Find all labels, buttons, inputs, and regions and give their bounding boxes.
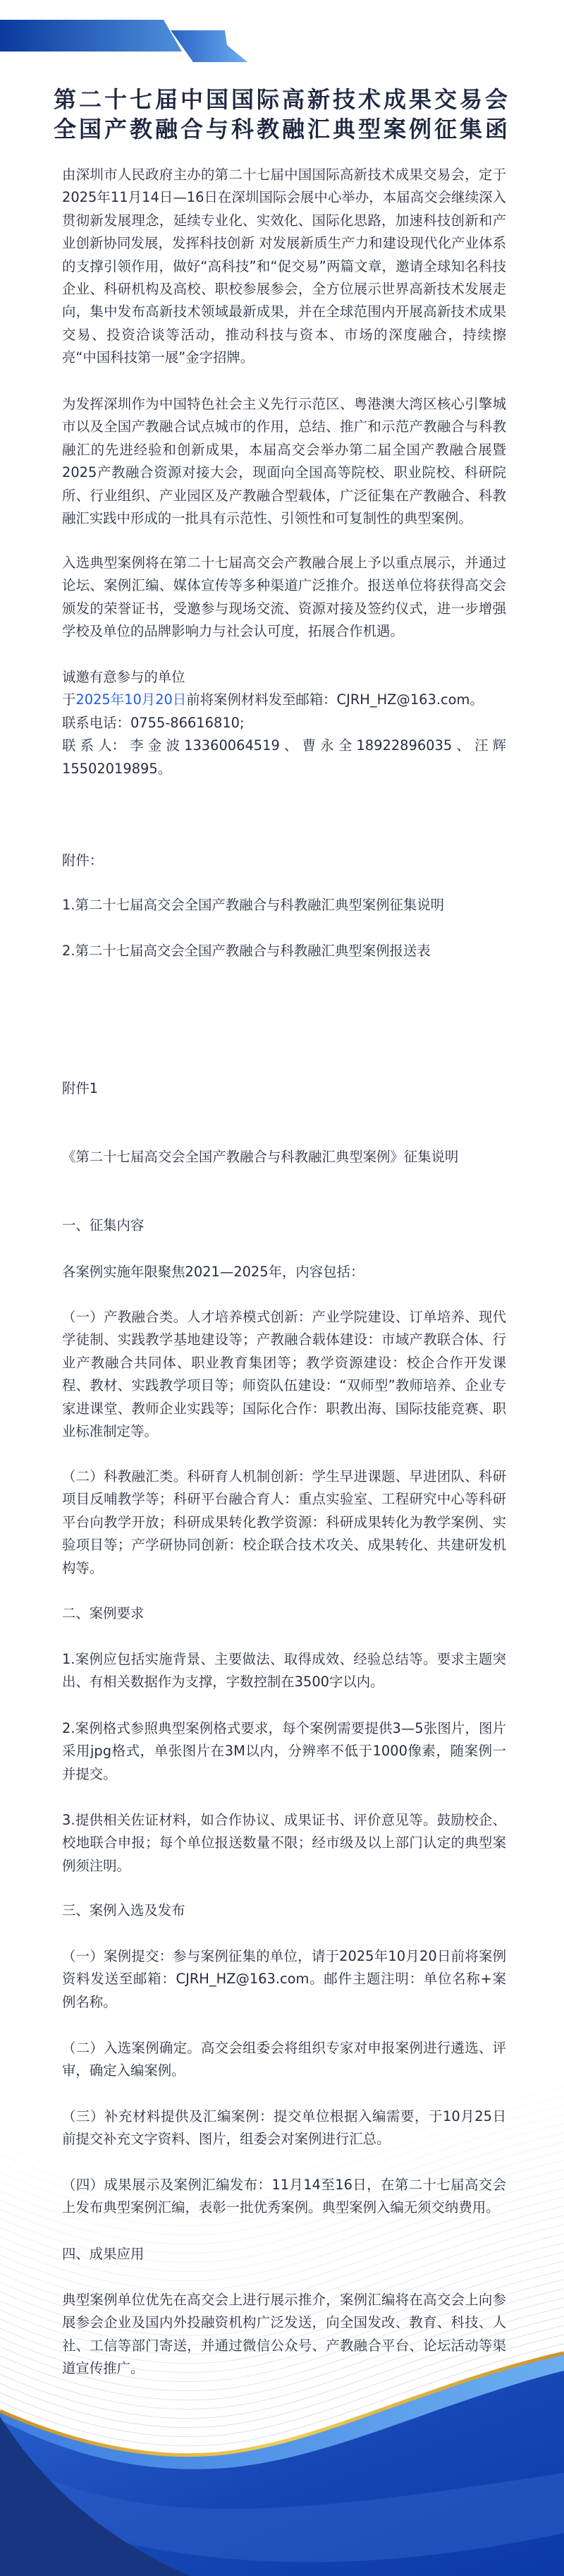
title-line-1: 第二十七届中国国际高新技术成果交易会	[53, 86, 510, 113]
selection-step-4: （四）成果展示及案例汇编发布：11月14至16日，在第二十七届高交会上发布典型案例汇编，表彰一批优秀案例。典型案例入编无须交纳费用。	[62, 2177, 506, 2216]
invitation-block	[62, 666, 506, 780]
application-paragraph: 典型案例单位优先在高交会上进行展示推介，案例汇编将在高交会上向参展参会企业及国内外投融资机构广泛发送，向全国发改、教育、科技、人社、工信等部门寄送，并通过微信公众号、产教融合平台、论坛活动等渠道宣传推广。	[62, 2292, 506, 2377]
attachment-item-2: 2.第二十七届高交会全国产教融合与科教融汇典型案例报送表	[62, 943, 431, 959]
annex-label: 附件1	[62, 1080, 99, 1096]
deadline-line	[62, 689, 506, 711]
section-1-intro: 各案例实施年限聚焦2021—2025年，内容包括：	[62, 1264, 364, 1280]
section-heading-3: 三、案例入选及发布	[62, 1902, 185, 1918]
requirement-2: 2.案例格式参照典型案例格式要求，每个案例需要提供3—5张图片，图片采用jpg格式，单张图片在3M以内，分辨率不低于1000像素，随案例一并提交。	[62, 1720, 506, 1782]
deadline-date: 2025年10月20日	[75, 691, 187, 708]
attachment-item-1: 1.第二十七届高交会全国产教融合与科教融汇典型案例征集说明	[62, 897, 445, 913]
section-1-item-2: （二）科教融汇类。科研育人机制创新：学生早进课题、早进团队、科研项目反哺教学等；科研平台融合育人：重点实验室、工程研究中心等科研平台向教学开放；科研成果转化教学资源：科研成果转化为教学案例、实验项目等；产学研协同创新：校企联合技术攻关、成果转化、共建研发机构等。	[62, 1468, 506, 1576]
requirement-1: 1.案例应包括实施背景、主要做法、取得成效、经验总结等。要求主题突出、有相关数据作为支撑，字数控制在3500字以内。	[62, 1651, 506, 1691]
intro-paragraph-3: 入选典型案例将在第二十七届高交会产教融合展上予以重点展示，并通过论坛、案例汇编、媒体宣传等多种渠道广泛推介。报送单位将获得高交会颁发的荣誉证书，受邀参与现场交流、资源对接及签约仪式，进一步增强学校及单位的品牌影响力与社会认可度，拓展合作机遇。	[62, 555, 506, 640]
section-heading-1: 一、征集内容	[62, 1217, 145, 1233]
section-heading-2: 二、案例要求	[62, 1605, 145, 1621]
deadline-suffix[interactable]: 前将案例材料发至邮箱：CJRH_HZ@163.com。	[186, 691, 484, 708]
annex-doc-title: 《第二十七届高交会全国产教融合与科教融汇典型案例》征集说明	[62, 1149, 459, 1165]
intro-paragraph-1: 由深圳市人民政府主办的第二十七届中国国际高新技术成果交易会，定于2025年11月14日—16日在深圳国际会展中心举办，本届高交会继续深入贯彻新发展理念，延续专业化、实效化、国际化思路，加速科技创新和产业创新协同发展，发挥科技创新 对发展新质生产力和建设现代化产业体系的支撑引领作用，做好“高科技”和“促交易”两篇文章，邀请全球知名科技企业、科研机构及高校、职校参展参会，全方位展示世界高新技术发展走向，集中发布高新技术领域最新成果，并在全球范围内开展高新技术成果交易、投资洽谈等活动，推动科技与资本、市场的深度融合，持续擦亮“中国科技第一展”金字招牌。	[62, 167, 506, 366]
page-title	[42, 85, 522, 144]
invite-line: 诚邀有意参与的单位	[62, 669, 185, 685]
contact-phone: 联系电话：0755-86616810;	[62, 714, 245, 731]
attachments-label: 附件：	[62, 852, 104, 869]
selection-step-2: （二）入选案例确定。高交会组委会将组织专家对申报案例进行遴选、评审，确定入编案例。	[62, 2040, 506, 2079]
intro-paragraph-2: 为发挥深圳作为中国特色社会主义先行示范区、粤港澳大湾区核心引擎城市以及全国产教融合试点城市的作用，总结、推广和示范产教融合与科教融汇的先进经验和创新成果，本届高交会举办第二届全国产教融合展暨2025产教融合资源对接大会，现面向全国高等院校、职业院校、科研院所、行业组织、产业园区及产教融合型载体，广泛征集在产教融合、科教融汇实践中形成的一批具有示范性、引领性和可复制性的典型案例。	[62, 396, 506, 527]
deadline-prefix: 于	[62, 691, 76, 708]
section-1-item-1: （一）产教融合类。人才培养模式创新：产业学院建设、订单培养、现代学徒制、实践教学基地建设等；产教融合载体建设：市域产教联合体、行业产教融合共同体、职业教育集团等；教学资源建设：校企合作开发课程、教材、实践教学项目等；师资队伍建设：“双师型”教师培养、企业专家进课堂、教师企业实践等；国际化合作：职教出海、国际技能竞赛、职业标准制定等。	[62, 1309, 506, 1440]
banner-stripe-main	[0, 20, 182, 52]
header-banner	[0, 0, 564, 71]
title-line-2: 全国产教融合与科教融汇典型案例征集函	[53, 116, 510, 143]
requirement-3: 3.提供相关佐证材料，如合作协议、成果证书、评价意见等。鼓励校企、校地联合申报；每个单位报送数量不限；经市级及以上部门认定的典型案例须注明。	[62, 1812, 506, 1874]
contact-persons: 联 系 人： 李 金 波 13360064519 、 曹 永 全 18922896035 、 汪 辉 15502019895。	[62, 737, 506, 777]
section-heading-4: 四、成果应用	[62, 2246, 145, 2262]
banner-stripe-accent	[171, 30, 247, 62]
selection-step-1: （一）案例提交：参与案例征集的单位，请于2025年10月20日前将案例资料发送至邮箱：CJRH_HZ@163.com。邮件主题注明：单位名称+案例名称。	[62, 1948, 506, 2010]
selection-step-3: （三）补充材料提供及汇编案例：提交单位根据入编需要，于10月25日前提交补充文字资料、图片，组委会对案例进行汇总。	[62, 2108, 506, 2148]
